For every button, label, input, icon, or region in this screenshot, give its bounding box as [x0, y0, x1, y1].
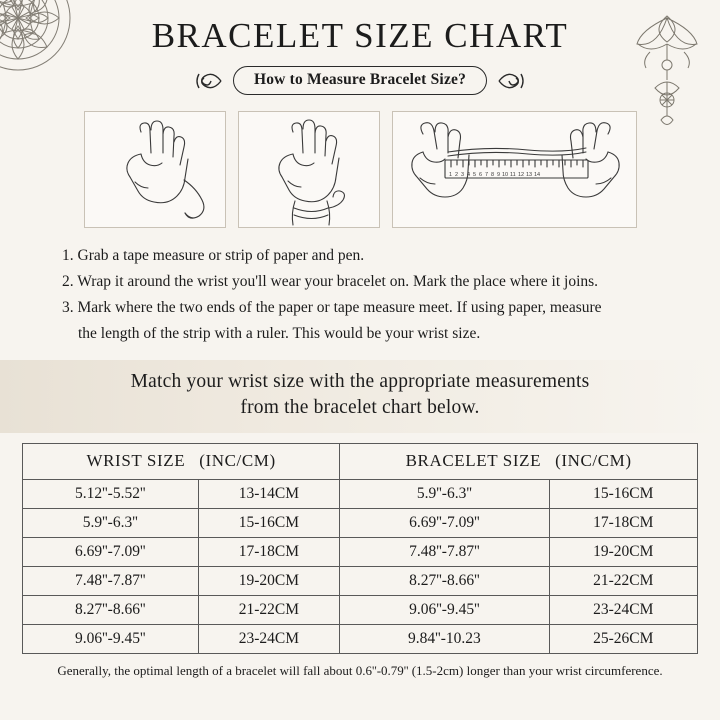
list-item: 3. Mark where the two ends of the paper or tape measure meet. If using paper, measure: [62, 299, 602, 317]
cell-bracelet-cm: 19-20CM: [549, 537, 698, 566]
illustration-step-1: [84, 111, 226, 228]
table-body: [23, 479, 698, 653]
illustration-step-3: [392, 111, 637, 228]
cell-bracelet-inches: 6.69''-7.09'': [340, 508, 549, 537]
cell-wrist-cm: 21-22CM: [198, 595, 340, 624]
cell-bracelet-cm: 17-18CM: [549, 508, 698, 537]
cell-bracelet-inches: 8.27''-8.66'': [340, 566, 549, 595]
svg-text:14: 14: [533, 172, 540, 178]
hand-with-tape-measure-strip-icon: [85, 112, 227, 229]
svg-text:2: 2: [454, 172, 458, 178]
match-size-banner: [0, 360, 720, 433]
cell-bracelet-inches: 9.84''-10.23: [340, 624, 549, 653]
banner-line-1: Match your wrist size with the appropriate measurements: [130, 371, 590, 393]
list-item: 1. Grab a tape measure or strip of paper and pen.: [62, 247, 365, 264]
svg-text:7: 7: [484, 172, 488, 178]
table-row: [23, 508, 698, 537]
svg-text:13: 13: [525, 172, 532, 178]
cell-wrist-cm: 13-14CM: [198, 479, 340, 508]
svg-text:12: 12: [517, 172, 524, 178]
left-flourish-icon: [193, 70, 223, 92]
wrist-size-label: WRIST SIZE: [86, 450, 186, 470]
cell-bracelet-inches: 9.06''-9.45'': [340, 595, 549, 624]
table-row: [23, 566, 698, 595]
right-flourish-icon: [497, 70, 527, 92]
table-row: [23, 479, 698, 508]
cell-bracelet-inches: 7.48''-7.87'': [340, 537, 549, 566]
size-chart-table: [22, 443, 698, 654]
hands-measuring-strip-with-ruler-icon: [393, 112, 638, 229]
table-row: [23, 537, 698, 566]
svg-text:8: 8: [490, 172, 494, 178]
svg-text:5: 5: [472, 172, 476, 178]
subtitle-row: [0, 66, 720, 95]
cell-wrist-cm: 23-24CM: [198, 624, 340, 653]
banner-line-2: from the bracelet chart below.: [240, 397, 480, 419]
cell-wrist-inches: 6.69''-7.09'': [23, 537, 199, 566]
cell-bracelet-cm: 25-26CM: [549, 624, 698, 653]
cell-wrist-inches: 9.06''-9.45'': [23, 624, 199, 653]
cell-bracelet-cm: 23-24CM: [549, 595, 698, 624]
table-header-row: [23, 443, 698, 479]
list-item-continuation: the length of the strip with a ruler. This would be your wrist size.: [78, 325, 481, 343]
cell-wrist-inches: 8.27''-8.66'': [23, 595, 199, 624]
measure-steps-list: [22, 244, 698, 346]
list-item: 2. Wrap it around the wrist you'll wear your bracelet on. Mark the place where it joins.: [62, 273, 599, 291]
cell-bracelet-cm: 15-16CM: [549, 479, 698, 508]
svg-text:3: 3: [460, 172, 464, 178]
cell-wrist-cm: 15-16CM: [198, 508, 340, 537]
bracelet-size-unit: (INC/CM): [555, 450, 632, 470]
svg-text:4: 4: [466, 172, 470, 178]
hand-wrapping-tape-around-wrist-icon: [239, 112, 381, 229]
table-row: [23, 595, 698, 624]
cell-bracelet-inches: 5.9''-6.3'': [340, 479, 549, 508]
svg-text:6: 6: [478, 172, 482, 178]
svg-text:9: 9: [496, 172, 500, 178]
page-title: BRACELET SIZE CHART: [151, 16, 569, 55]
bracelet-size-header: [340, 443, 698, 479]
table-head: [23, 443, 698, 479]
table-row: [23, 624, 698, 653]
illustration-row: [0, 111, 720, 228]
svg-text:11: 11: [509, 172, 516, 178]
cell-wrist-inches: 5.12''-5.52'': [23, 479, 199, 508]
cell-wrist-inches: 5.9''-6.3'': [23, 508, 199, 537]
cell-wrist-inches: 7.48''-7.87'': [23, 566, 199, 595]
list-item: [62, 322, 698, 346]
cell-wrist-cm: 17-18CM: [198, 537, 340, 566]
wrist-size-header: [23, 443, 340, 479]
subtitle-pill: How to Measure Bracelet Size?: [233, 66, 487, 95]
svg-text:1: 1: [448, 172, 452, 178]
bracelet-size-label: BRACELET SIZE: [405, 450, 542, 470]
wrist-size-unit: (INC/CM): [199, 450, 276, 470]
illustration-step-2: [238, 111, 380, 228]
footnote-text: Generally, the optimal length of a bracelet will fall about 0.6''-0.79'' (1.5-2cm) longer than your wrist circumference.: [57, 662, 663, 678]
cell-bracelet-cm: 21-22CM: [549, 566, 698, 595]
cell-wrist-cm: 19-20CM: [198, 566, 340, 595]
svg-text:10: 10: [501, 172, 508, 178]
